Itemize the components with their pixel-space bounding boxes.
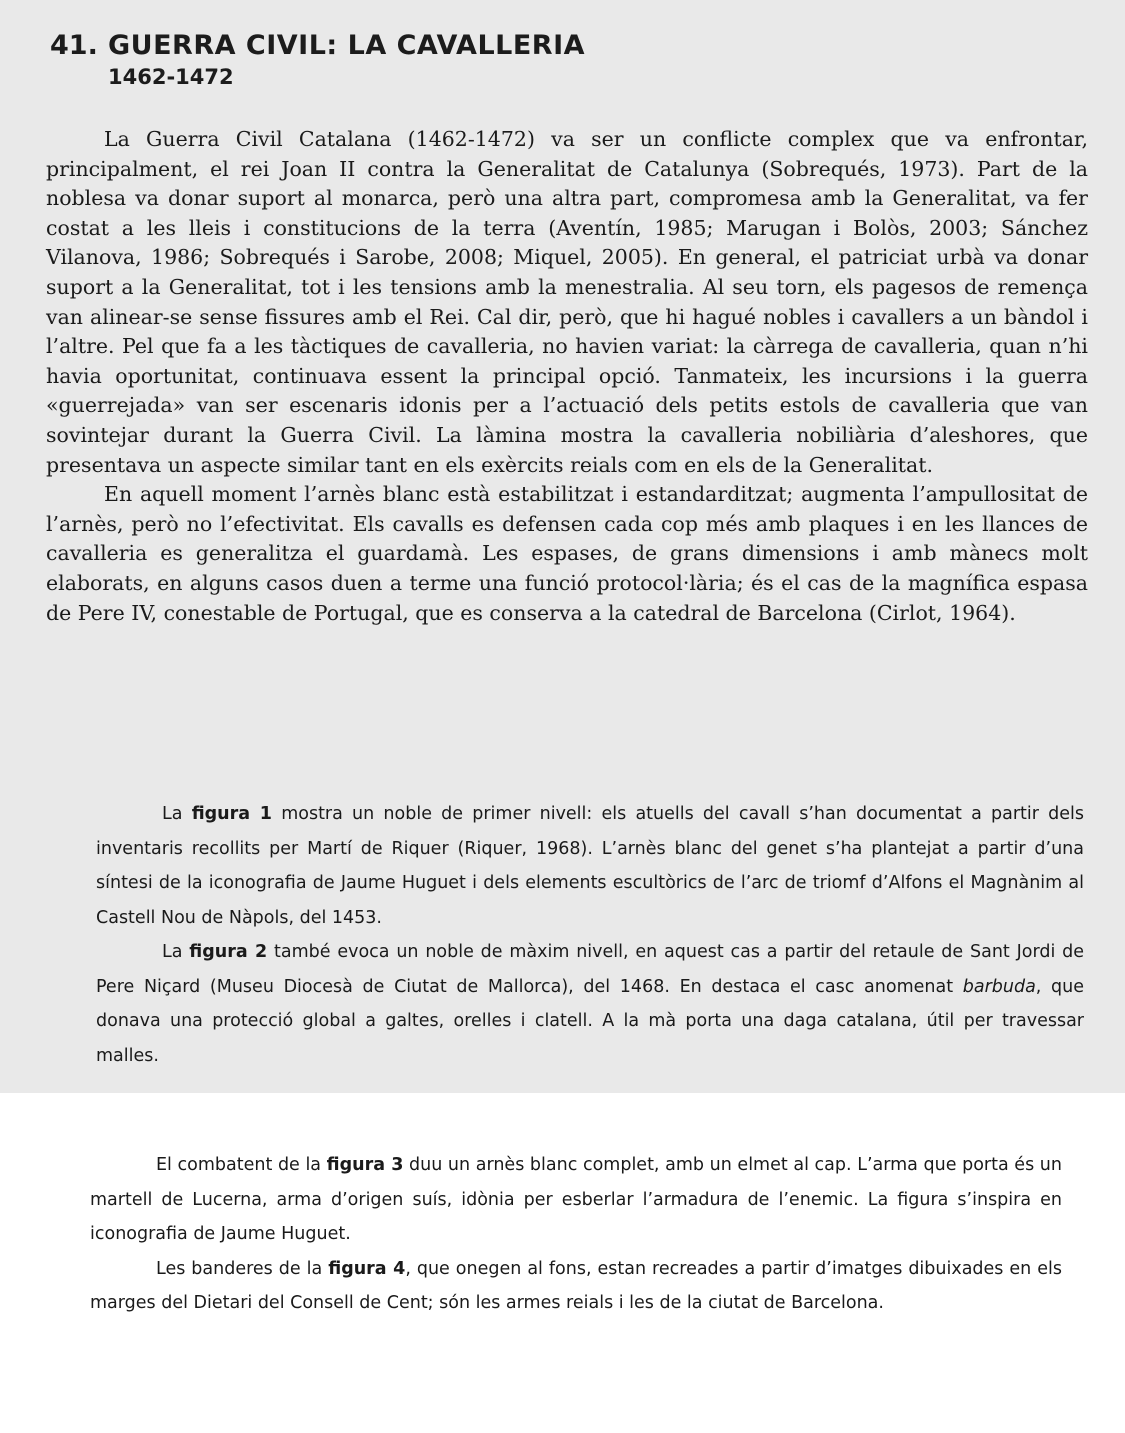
chapter-heading-line [50,30,585,61]
caption-text: duu un arnès blanc complet, amb un elmet al cap. L’arma que porta és un martell de Lucerna, arma d’origen suís, idònia per esberlar l’armadura de l’enemic. La figura s’inspira en iconografia de Jaume Huguet. [90,1155,1062,1244]
caption-lead: La [162,804,192,824]
figure-captions-top [96,797,1084,1073]
caption-figure-2 [96,935,1084,1073]
chapter-dates: 1462-1472 [108,65,234,89]
caption-figure-4 [90,1252,1062,1321]
figure-reference: figura 4 [328,1258,406,1279]
italic-term: barbuda [962,976,1036,997]
paragraph-2: En aquell moment l’arnès blanc està estabilitzat i estandarditzat; augmenta l’ampullositat de l’arnès, però no l’efectivitat. Els cavalls es defensen cada cop més amb plaques i en les llances de cavalleria es generalitza el guardamà. Les espases, de grans dimensions i amb mànecs molt elaborats, en alguns casos duen a terme una funció protocol·lària; és el cas de la magnífica espasa de Pere IV, conestable de Portugal, que es conserva a la catedral de Barcelona (Cirlot, 1964). [46,482,1088,625]
figure-reference: figura 3 [326,1155,404,1175]
caption-text: , que onegen al fons, estan recreades a partir d’imatges dibuixades en els marges del Dietari del Consell de Cent; són les armes reials i les de la ciutat de Barcelona. [90,1258,1062,1313]
caption-text: , que donava una protecció global a galtes, orelles i clatell. A la mà porta una daga catalana, útil per travessar malles. [96,976,1084,1066]
caption-lead: Les banderes de la [156,1258,329,1279]
caption-figure-3 [90,1148,1062,1252]
chapter-heading [50,30,585,89]
caption-lead: El combatent de la [156,1155,327,1175]
figure-reference: figura 1 [191,804,272,824]
caption-lead: La [162,942,190,962]
paragraph-1: La Guerra Civil Catalana (1462-1472) va ser un conflicte complex que va enfrontar, principalment, el rei Joan II contra la Generalitat de Catalunya (Sobrequés, 1973). Part de la noblesa va donar suport al monarca, però una altra part, compromesa amb la Generalitat, va fer costat a les lleis i constitucions de la terra (Aventín, 1985; Marugan i Bolòs, 2003; Sánchez Vilanova, 1986; Sobrequés i Sarobe, 2008; Miquel, 2005). En general, el patriciat urbà va donar suport a la Generalitat, tot i les tensions amb la menestralia. Al seu torn, els pagesos de remença van alinear-se sense fissures amb el Rei. Cal dir, però, que hi hagué nobles i cavallers a un bàndol i l’altre. Pel que fa a les tàctiques de cavalleria, no havien variat: la càrrega de cavalleria, quan n’hi havia oportunitat, continuava essent la principal opció. Tanmateix, les incursions i la guerra «guerrejada» van ser escenaris idonis per a l’actuació dels petits estols de cavalleria que van sovintejar durant la Guerra Civil. La làmina mostra la cavalleria nobiliària d’aleshores, que presentava un aspecte similar tant en els exèrcits reials com en els de la Generalitat. [46,127,1088,477]
chapter-number: 41. [50,30,98,61]
chapter-title: GUERRA CIVIL: LA CAVALLERIA [108,30,586,61]
caption-text: també evoca un noble de màxim nivell, en aquest cas a partir del retaule de Sant Jordi de Pere Niçard (Museu Diocesà de Ciutat de Mallorca), del 1468. En destaca el casc anomenat [96,942,1084,997]
main-text [46,125,1088,628]
caption-figure-1 [96,797,1084,935]
figure-reference: figura 2 [189,942,268,962]
figure-captions-bottom [90,1148,1062,1321]
caption-text: mostra un noble de primer nivell: els atuells del cavall s’han documentat a partir dels inventaris recollits per Martí de Riquer (Riquer, 1968). L’arnès blanc del genet s’ha plantejat a partir d’una síntesi de la iconografia de Jaume Huguet i dels elements escultòrics de l’arc de triomf d’Alfons el Magnànim al Castell Nou de Nàpols, del 1453. [96,804,1085,928]
